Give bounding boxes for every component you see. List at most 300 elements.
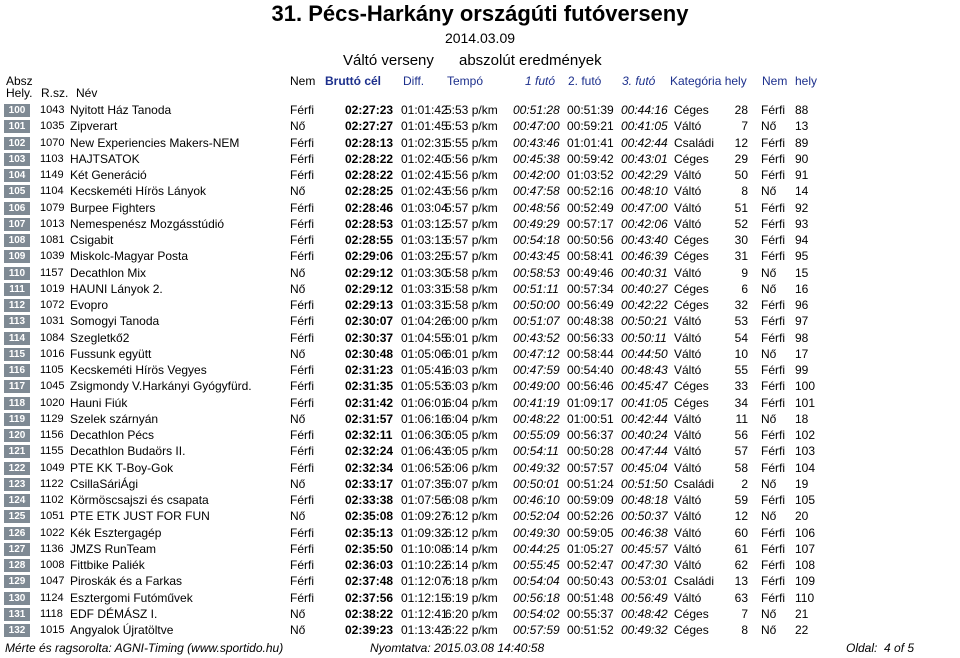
leg3-time: 00:46:39: [621, 249, 668, 264]
race-number: 1102: [40, 494, 64, 506]
time-diff: 01:02:31: [401, 135, 448, 150]
team-name: Nyitott Ház Tanoda: [70, 103, 172, 117]
category-place: 63: [734, 590, 748, 605]
leg2-time: 00:56:33: [567, 330, 614, 345]
leg1-time: 00:57:59: [513, 623, 560, 637]
sex: Férfi: [290, 574, 314, 589]
gross-time: 02:28:46: [345, 200, 394, 215]
table-row: [0, 444, 960, 459]
time-diff: 01:02:43: [401, 184, 448, 199]
rank-badge: 110: [4, 267, 30, 280]
rank-badge: 131: [4, 608, 30, 621]
rank-badge: 126: [4, 527, 30, 540]
category: Váltó: [674, 493, 702, 507]
gross-time: 02:32:34: [345, 460, 394, 475]
gender-place: 105: [795, 493, 816, 507]
time-diff: 01:03:25: [401, 249, 448, 264]
gender-place: 93: [795, 216, 809, 231]
rank-badge: 128: [4, 559, 30, 572]
pace: 6:04 p/km: [445, 411, 498, 426]
gender: Férfi: [761, 493, 785, 507]
race-number: 1155: [40, 445, 64, 458]
gender-place: 100: [795, 379, 816, 394]
race-number: 1045: [40, 380, 65, 393]
leg2-time: 00:50:56: [567, 233, 614, 247]
team-name: Decathlon Mix: [70, 265, 147, 280]
gender: Férfi: [761, 395, 785, 410]
col-header-abs-line1: Absz: [6, 74, 33, 88]
sex: Férfi: [290, 460, 314, 475]
leg2-time: 00:59:42: [567, 151, 614, 166]
col-header-nem: Nem: [762, 74, 788, 88]
leg2-time: 01:05:27: [567, 541, 614, 556]
time-diff: 01:06:43: [401, 444, 448, 459]
time-diff: 01:10:22: [401, 558, 448, 572]
leg1-time: 00:47:00: [513, 119, 560, 134]
team-name: Decathlon Pécs: [70, 428, 155, 442]
gender: Férfi: [761, 200, 785, 215]
leg1-time: 00:48:56: [513, 200, 560, 215]
table-row: [0, 363, 960, 378]
leg2-time: 00:51:48: [567, 590, 614, 605]
category: Váltó: [674, 428, 702, 442]
gender-place: 91: [795, 168, 809, 182]
category: Váltó: [674, 541, 702, 556]
team-name: Piroskák és a Farkas: [70, 574, 183, 589]
leg2-time: 00:59:09: [567, 493, 614, 507]
rank-badge: 106: [4, 202, 30, 215]
gender: Férfi: [761, 216, 785, 231]
gross-time: 02:37:56: [345, 590, 394, 605]
rank-badge: 107: [4, 218, 30, 231]
gender-place: 98: [795, 330, 809, 345]
pace: 6:06 p/km: [445, 460, 498, 475]
sex: Férfi: [290, 590, 314, 605]
category-place: 8: [741, 623, 748, 637]
gender: Nő: [761, 346, 777, 361]
table-row: [0, 607, 960, 622]
team-name: Decathlon Budaörs II.: [70, 444, 186, 459]
col-header-abs-line2: Hely.: [6, 86, 33, 100]
sex: Nő: [290, 509, 306, 524]
team-name: Evopro: [70, 298, 109, 312]
category-place: 50: [734, 168, 748, 182]
table-row: [0, 217, 960, 232]
leg2-time: 00:52:26: [567, 509, 614, 524]
leg3-time: 00:42:44: [621, 135, 668, 150]
leg1-time: 00:44:25: [513, 541, 560, 556]
sex: Nő: [290, 265, 306, 280]
gross-time: 02:29:06: [345, 249, 394, 264]
gender-place: 102: [795, 428, 816, 442]
pace: 5:57 p/km: [445, 216, 498, 231]
pace: 6:04 p/km: [445, 395, 498, 410]
team-name: Kecskeméti Hírös Lányok: [70, 184, 207, 199]
category: Céges: [674, 606, 709, 621]
gross-time: 02:35:50: [345, 541, 394, 556]
pace: 6:22 p/km: [445, 623, 498, 637]
gender-place: 108: [795, 558, 816, 572]
rank-badge: 114: [4, 332, 30, 345]
col-header-sex: Nem: [290, 74, 316, 88]
table-row: [0, 266, 960, 281]
gross-time: 02:37:48: [345, 574, 394, 589]
leg3-time: 00:42:06: [621, 216, 668, 231]
table-row: [0, 412, 960, 427]
gender: Férfi: [761, 590, 785, 605]
gender-place: 95: [795, 249, 809, 264]
team-name: Csigabit: [70, 233, 114, 247]
gender: Férfi: [761, 525, 785, 540]
table-row: [0, 574, 960, 589]
leg2-time: 00:54:40: [567, 363, 614, 377]
gross-time: 02:32:24: [345, 444, 394, 459]
gross-time: 02:28:13: [345, 135, 394, 150]
category-place: 12: [734, 135, 748, 150]
subtitle-right: abszolút eredmények: [459, 52, 602, 69]
gender: Férfi: [761, 298, 785, 312]
leg1-time: 00:43:46: [513, 135, 560, 150]
gender: Férfi: [761, 103, 785, 117]
category-place: 31: [734, 249, 748, 264]
sex: Férfi: [290, 168, 314, 182]
pace: 5:58 p/km: [445, 281, 498, 296]
leg3-time: 00:50:21: [621, 314, 668, 329]
leg3-time: 00:43:01: [621, 151, 668, 166]
gender-place: 22: [795, 623, 809, 637]
race-number: 1103: [40, 152, 64, 165]
gross-time: 02:30:37: [345, 330, 394, 345]
rank-badge: 116: [4, 364, 30, 377]
gender: Férfi: [761, 168, 785, 182]
race-number: 1016: [40, 347, 65, 360]
race-number: 1039: [40, 250, 65, 263]
rank-badge: 108: [4, 234, 30, 247]
team-name: Fittbike Paliék: [70, 558, 145, 572]
gross-time: 02:39:23: [345, 623, 394, 637]
leg3-time: 00:47:30: [621, 558, 668, 572]
time-diff: 01:09:32: [401, 525, 448, 540]
table-row: [0, 477, 960, 492]
sex: Férfi: [290, 525, 314, 540]
time-diff: 01:06:01: [401, 395, 448, 410]
pace: 6:03 p/km: [445, 363, 498, 377]
rank-badge: 109: [4, 250, 30, 263]
rank-badge: 124: [4, 494, 30, 507]
category-place: 8: [741, 184, 748, 199]
leg3-time: 00:48:10: [621, 184, 668, 199]
gender: Férfi: [761, 574, 785, 589]
pace: 6:19 p/km: [445, 590, 498, 605]
sex: Nő: [290, 411, 306, 426]
category: Céges: [674, 233, 709, 247]
category-place: 12: [734, 509, 748, 524]
team-name: New Experiencies Makers-NEM: [70, 135, 240, 150]
gender-place: 89: [795, 135, 809, 150]
gender-place: 104: [795, 460, 816, 475]
gender: Férfi: [761, 541, 785, 556]
leg2-time: 00:50:28: [567, 444, 614, 459]
table-row: [0, 201, 960, 216]
leg1-time: 00:58:53: [513, 265, 560, 280]
gender-place: 90: [795, 151, 809, 166]
gross-time: 02:35:08: [345, 509, 394, 524]
rank-badge: 105: [4, 185, 30, 198]
rank-badge: 117: [4, 380, 30, 393]
leg1-time: 00:52:04: [513, 509, 560, 524]
category: Céges: [674, 395, 709, 410]
category-place: 11: [735, 411, 748, 426]
table-row: [0, 623, 960, 638]
time-diff: 01:02:41: [401, 168, 448, 182]
leg2-time: 00:50:43: [567, 574, 614, 589]
leg2-time: 00:48:38: [567, 314, 614, 329]
time-diff: 01:04:26: [401, 314, 448, 329]
category: Családi: [674, 574, 715, 589]
rank-badge: 130: [4, 592, 30, 605]
gender-place: 97: [795, 314, 809, 329]
leg2-time: 00:52:49: [567, 200, 614, 215]
team-name: CsillaSáriÁgi: [70, 476, 139, 491]
category-place: 30: [734, 233, 748, 247]
category: Váltó: [674, 168, 702, 182]
gender-place: 13: [795, 119, 809, 134]
gross-time: 02:31:35: [345, 379, 394, 394]
sex: Nő: [290, 346, 306, 361]
pace: 6:07 p/km: [445, 476, 498, 491]
time-diff: 01:02:40: [401, 151, 448, 166]
category-place: 28: [734, 103, 748, 117]
category: Céges: [674, 379, 709, 394]
team-name: HAUNI Lányok 2.: [70, 281, 163, 296]
category-place: 53: [734, 314, 748, 329]
category-place: 7: [741, 119, 748, 134]
pace: 6:18 p/km: [445, 574, 498, 589]
time-diff: 01:12:15: [401, 590, 448, 605]
table-row: [0, 249, 960, 264]
gross-time: 02:36:03: [345, 558, 394, 572]
time-diff: 01:06:52: [401, 460, 448, 475]
leg3-time: 00:43:40: [621, 233, 668, 247]
team-name: Miskolc-Magyar Posta: [70, 249, 189, 264]
leg1-time: 00:55:45: [513, 558, 560, 572]
race-number: 1019: [40, 282, 65, 295]
rank-badge: 125: [4, 510, 30, 523]
leg2-time: 00:55:37: [567, 606, 614, 621]
race-number: 1156: [40, 429, 64, 441]
category-place: 51: [734, 200, 748, 215]
rank-badge: 104: [4, 169, 30, 182]
gender-place: 92: [795, 200, 809, 215]
category-place: 34: [734, 395, 748, 410]
category-place: 58: [734, 460, 748, 475]
category-place: 56: [734, 428, 748, 442]
gross-time: 02:32:11: [345, 428, 393, 442]
leg2-time: 00:57:34: [567, 281, 614, 296]
category-place: 62: [734, 558, 748, 572]
leg1-time: 00:56:18: [513, 590, 560, 605]
gross-time: 02:35:13: [345, 525, 394, 540]
team-name: Szelek szárnyán: [70, 411, 159, 426]
gender: Nő: [761, 623, 777, 637]
gross-time: 02:28:22: [345, 168, 394, 182]
leg1-time: 00:50:01: [513, 476, 560, 491]
event-date: 2014.03.09: [444, 30, 516, 46]
leg3-time: 00:42:29: [621, 168, 668, 182]
category-place: 32: [734, 298, 748, 312]
leg1-time: 00:49:29: [513, 216, 560, 231]
rank-badge: 115: [4, 348, 30, 361]
rank-badge: 129: [4, 575, 30, 588]
race-number: 1084: [40, 331, 65, 344]
category: Céges: [674, 151, 709, 166]
gross-time: 02:33:38: [345, 493, 394, 507]
rank-badge: 111: [4, 283, 30, 296]
leg1-time: 00:45:38: [513, 151, 560, 166]
category: Váltó: [674, 216, 702, 231]
leg2-time: 00:57:57: [567, 460, 614, 475]
rank-badge: 101: [4, 120, 30, 133]
time-diff: 01:05:06: [401, 346, 448, 361]
pace: 5:56 p/km: [445, 184, 498, 199]
gender: Nő: [761, 411, 777, 426]
pace: 5:58 p/km: [445, 265, 498, 280]
col-header-gross: Bruttó cél: [325, 74, 382, 88]
gender-place: 18: [795, 411, 809, 426]
table-row: [0, 526, 960, 541]
gender: Nő: [761, 509, 777, 524]
leg3-time: 00:46:38: [621, 525, 668, 540]
gross-time: 02:28:22: [345, 151, 394, 166]
table-row: [0, 509, 960, 524]
leg3-time: 00:42:44: [621, 411, 668, 426]
category-place: 33: [734, 379, 748, 394]
table-row: [0, 282, 960, 297]
sex: Férfi: [290, 298, 314, 312]
leg1-time: 00:54:04: [513, 574, 560, 589]
team-name: Somogyi Tanoda: [70, 314, 160, 329]
category: Céges: [674, 281, 709, 296]
table-row: [0, 542, 960, 557]
pace: 5:55 p/km: [445, 135, 498, 150]
pace: 5:56 p/km: [445, 168, 498, 182]
leg2-time: 00:56:37: [567, 428, 614, 442]
race-number: 1072: [40, 299, 65, 311]
gender: Férfi: [761, 330, 785, 345]
rank-badge: 121: [4, 445, 30, 458]
pace: 6:01 p/km: [445, 346, 498, 361]
table-row: [0, 152, 960, 167]
leg1-time: 00:48:22: [513, 411, 560, 426]
pace: 6:08 p/km: [445, 493, 498, 507]
race-number: 1079: [40, 201, 65, 214]
time-diff: 01:07:35: [401, 476, 448, 491]
rank-badge: 127: [4, 543, 30, 556]
time-diff: 01:07:56: [401, 493, 448, 507]
gender: Férfi: [761, 233, 785, 247]
sex: Férfi: [290, 428, 314, 442]
leg3-time: 00:47:44: [621, 444, 668, 459]
time-diff: 01:03:31: [401, 281, 448, 296]
table-row: [0, 233, 960, 248]
leg2-time: 01:01:41: [567, 135, 614, 150]
subtitle-left: Váltó verseny: [343, 52, 434, 69]
gender-place: 106: [795, 525, 816, 540]
gross-time: 02:27:23: [345, 103, 394, 117]
leg3-time: 00:45:57: [621, 541, 668, 556]
category-place: 60: [734, 525, 748, 540]
leg1-time: 00:54:02: [513, 606, 560, 621]
gender: Férfi: [761, 363, 785, 377]
gender-place: 19: [795, 476, 809, 491]
table-row: [0, 119, 960, 134]
race-number: 1049: [40, 461, 65, 474]
team-name: HAJTSATOK: [70, 151, 140, 166]
time-diff: 01:09:27: [401, 509, 448, 524]
category: Váltó: [674, 346, 702, 361]
leg3-time: 00:44:16: [621, 103, 668, 117]
category: Céges: [674, 103, 709, 117]
leg1-time: 00:47:12: [513, 346, 560, 361]
category-place: 6: [741, 281, 748, 296]
rank-badge: 112: [4, 299, 30, 312]
gross-time: 02:29:12: [345, 281, 394, 296]
team-name: Zipverart: [70, 119, 118, 134]
leg2-time: 00:51:24: [567, 476, 614, 491]
leg3-time: 00:40:24: [621, 428, 668, 442]
rank-badge: 120: [4, 429, 30, 442]
leg1-time: 00:47:58: [513, 184, 560, 199]
gender: Férfi: [761, 444, 785, 459]
category-place: 59: [734, 493, 748, 507]
table-row: [0, 591, 960, 606]
leg3-time: 00:51:50: [621, 476, 668, 491]
pace: 6:12 p/km: [445, 509, 498, 524]
team-name: EDF DÉMÁSZ I.: [70, 606, 158, 621]
leg2-time: 01:03:52: [567, 168, 614, 182]
table-row: [0, 314, 960, 329]
col-header-t3: 3. futó: [622, 74, 656, 88]
table-row: [0, 184, 960, 199]
gross-time: 02:28:25: [345, 184, 394, 199]
leg2-time: 00:58:44: [567, 346, 614, 361]
table-row: [0, 461, 960, 476]
time-diff: 01:05:53: [401, 379, 448, 394]
time-diff: 01:12:41: [401, 606, 448, 621]
leg2-time: 00:56:46: [567, 379, 614, 394]
gender-place: 109: [795, 574, 816, 589]
team-name: PTE KK T-Boy-Gok: [70, 460, 174, 475]
gender-place: 103: [795, 444, 816, 459]
table-row: [0, 298, 960, 313]
sex: Férfi: [290, 330, 314, 345]
table-row: [0, 493, 960, 508]
team-name: Kecskeméti Hírös Vegyes: [70, 363, 207, 377]
gender-place: 94: [795, 233, 809, 247]
col-header-t2: 2. futó: [568, 74, 602, 88]
category: Váltó: [674, 330, 702, 345]
leg3-time: 00:50:37: [621, 509, 668, 524]
race-number: 1118: [40, 607, 63, 620]
gender: Nő: [761, 476, 777, 491]
gender: Nő: [761, 265, 777, 280]
pace: 6:00 p/km: [445, 314, 498, 329]
gross-time: 02:33:17: [345, 476, 394, 491]
sex: Nő: [290, 184, 306, 199]
sex: Férfi: [290, 363, 314, 377]
leg3-time: 00:41:05: [621, 395, 668, 410]
gross-time: 02:31:57: [345, 411, 394, 426]
